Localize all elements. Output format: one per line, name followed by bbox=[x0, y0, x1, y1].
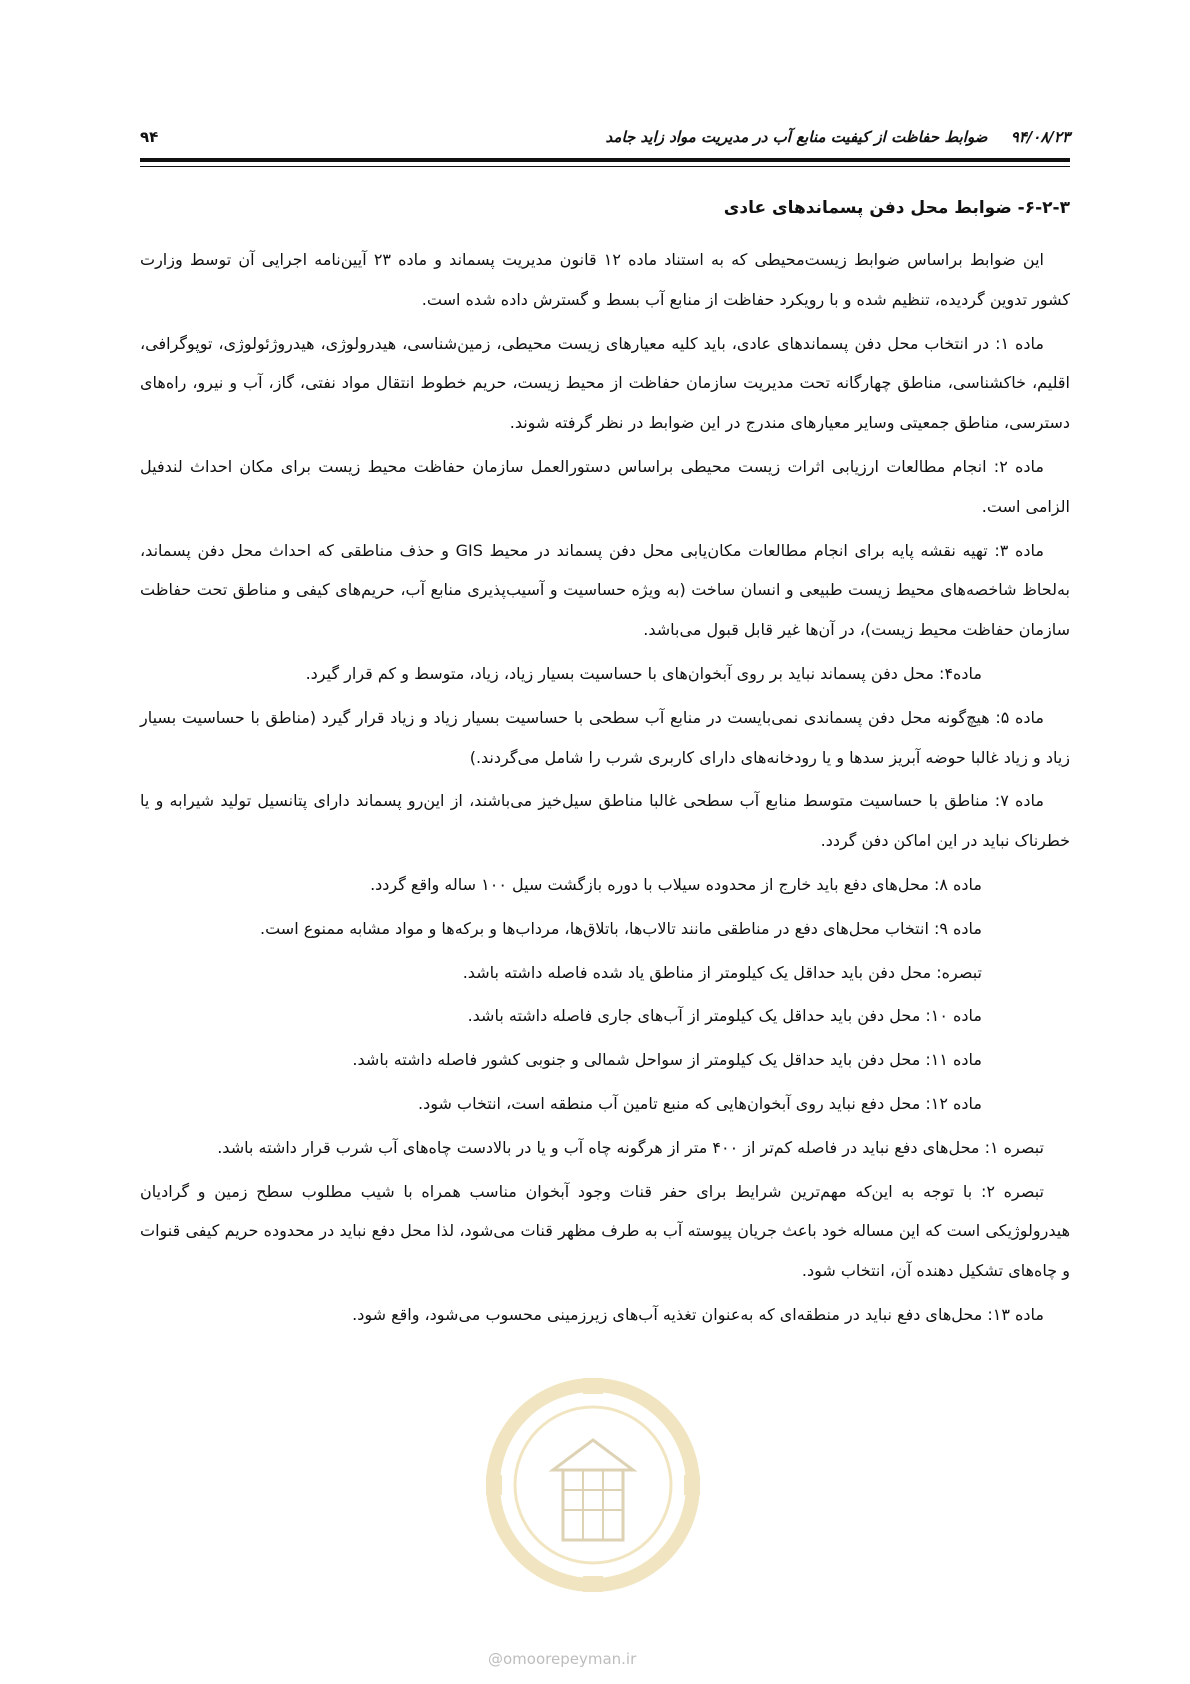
paragraph: تبصره ۱: محل‌های دفع نباید در فاصله کم‌تر از ۴۰۰ متر از هرگونه چاه آب و یا در بالادست چاه‌های آب شرب قرار داشته باشد. bbox=[217, 1137, 1044, 1157]
paragraph: ماده ۱۰: محل دفن باید حداقل یک کیلومتر از آب‌های جاری فاصله داشته باشد. bbox=[467, 1006, 982, 1026]
watermark-url: @omoorepeyman.ir bbox=[488, 1650, 637, 1668]
page-number: ۹۴ bbox=[140, 128, 159, 146]
header-rule-thin bbox=[140, 166, 1070, 167]
paragraph: ماده ۲: انجام مطالعات ارزیابی اثرات زیست محیطی براساس دستورالعمل سازمان حفاظت محیط زیست برای مکان احداث لندفیل الزامی است. bbox=[140, 456, 1070, 516]
paragraph: تبصره: محل دفن باید حداقل یک کیلومتر از مناطق یاد شده فاصله داشته باشد. bbox=[462, 962, 982, 982]
section-heading: ۶-۲-۳- ضوابط محل دفن پسماندهای عادی bbox=[723, 198, 1070, 218]
header-rule-thick bbox=[140, 158, 1070, 162]
paragraph: ماده ۵: هیچ‌گونه محل دفن پسماندی نمی‌بایست در منابع آب سطحی با حساسیت بسیار زیاد و زیاد قرار گیرد (مناطق با حساسیت بسیار زیاد و زیاد غالبا حوضه آبریز سدها و یا رودخانه‌های دارای کاربری شرب را شامل می‌گردند.) bbox=[140, 707, 1070, 767]
watermark-logo-icon bbox=[478, 1370, 708, 1600]
paragraph: ماده ۹: انتخاب محل‌های دفع در مناطقی مانند تالاب‌ها، باتلاق‌ها، مرداب‌ها و برکه‌ها و مواد مشابه ممنوع است. bbox=[259, 918, 982, 938]
page-body bbox=[140, 188, 1070, 1339]
paragraph: ماده ۱۱: محل دفن باید حداقل یک کیلومتر از سواحل شمالی و جنوبی کشور فاصله داشته باشد. bbox=[352, 1050, 982, 1070]
page-header bbox=[140, 128, 1070, 150]
header-title: ضوابط حفاظت از کیفیت منابع آب در مدیریت مواد زاید جامد bbox=[605, 128, 988, 146]
paragraph: ماده ۷: مناطق با حساسیت متوسط منابع آب سطحی غالبا مناطق سیل‌خیز می‌باشند، از این‌رو پسماند دارای پتانسیل تولید شیرابه و یا خطرناک نباید در این اماکن دفن گردد. bbox=[140, 791, 1070, 851]
paragraph: این ضوابط براساس ضوابط زیست‌محیطی که به استناد ماده ۱۲ قانون مدیریت پسماند و ماده ۲۳ آیین‌نامه اجرایی آن توسط وزارت کشور تدوین گردیده، تنظیم شده و با رویکرد حفاظت از منابع آب بسط و گسترش داده شده است. bbox=[140, 250, 1070, 309]
paragraph: تبصره ۲: با توجه به این‌که مهم‌ترین شرایط برای حفر قنات وجود آبخوان مناسب همراه با شیب مطلوب سطح زمین و گرادیان هیدرولوژیکی است که این مساله خود باعث جریان پیوسته آب به طرف مظهر قنات می‌شود، لذا محل دفع نباید در محدوده حریم کیفی قنوات و چاه‌های تشکیل دهنده آن، انتخاب شود. bbox=[140, 1181, 1070, 1281]
paragraph: ماده ۳: تهیه نقشه پایه برای انجام مطالعات مکان‌یابی محل دفن پسماند در محیط GIS و حذف مناطقی که احداث محل دفن پسماند، به‌لحاظ شاخصه‌های محیط زیست طبیعی و انسان ساخت (به ویژه حساسیت و آسیب‌پذیری منابع آب، حریم‌های کیفی و مناطق تحت حفاظت سازمان حفاظت محیط زیست)، در آن‌ها غیر قابل قبول می‌باشد. bbox=[140, 540, 1070, 640]
paragraph: ماده ۱۳: محل‌های دفع نباید در منطقه‌ای که به‌عنوان تغذیه آب‌های زیرزمینی محسوب می‌شود، واقع شود. bbox=[352, 1304, 1044, 1324]
paragraph: ماده ۸: محل‌های دفع باید خارج از محدوده سیلاب با دوره بازگشت سیل ۱۰۰ ساله واقع گردد. bbox=[370, 874, 982, 894]
running-title bbox=[606, 128, 1070, 146]
paragraph: ماده۴: محل دفن پسماند نباید بر روی آبخوان‌های با حساسیت بسیار زیاد، زیاد، متوسط و کم قرار گیرد. bbox=[305, 663, 982, 683]
paragraph: ماده ۱۲: محل دفع نباید روی آبخوان‌هایی که منبع تامین آب منطقه است، انتخاب شود. bbox=[418, 1093, 982, 1113]
header-date: ۹۴/۰۸/۲۳ bbox=[1010, 128, 1070, 146]
paragraph: ماده ۱: در انتخاب محل دفن پسماندهای عادی، باید کلیه معیارهای زیست محیطی، زمین‌شناسی، هیدرولوژی، هیدروژئولوژی، توپوگرافی، اقلیم، خاکشناسی، مناطق چهارگانه تحت مدیریت سازمان حفاظت از محیط زیست، حریم خطوط انتقال مواد نفتی، گاز، آب و نیرو، راه‌های دسترسی، مناطق جمعیتی وسایر معیارهای مندرج در این ضوابط در نظر گرفته شوند. bbox=[140, 333, 1070, 433]
